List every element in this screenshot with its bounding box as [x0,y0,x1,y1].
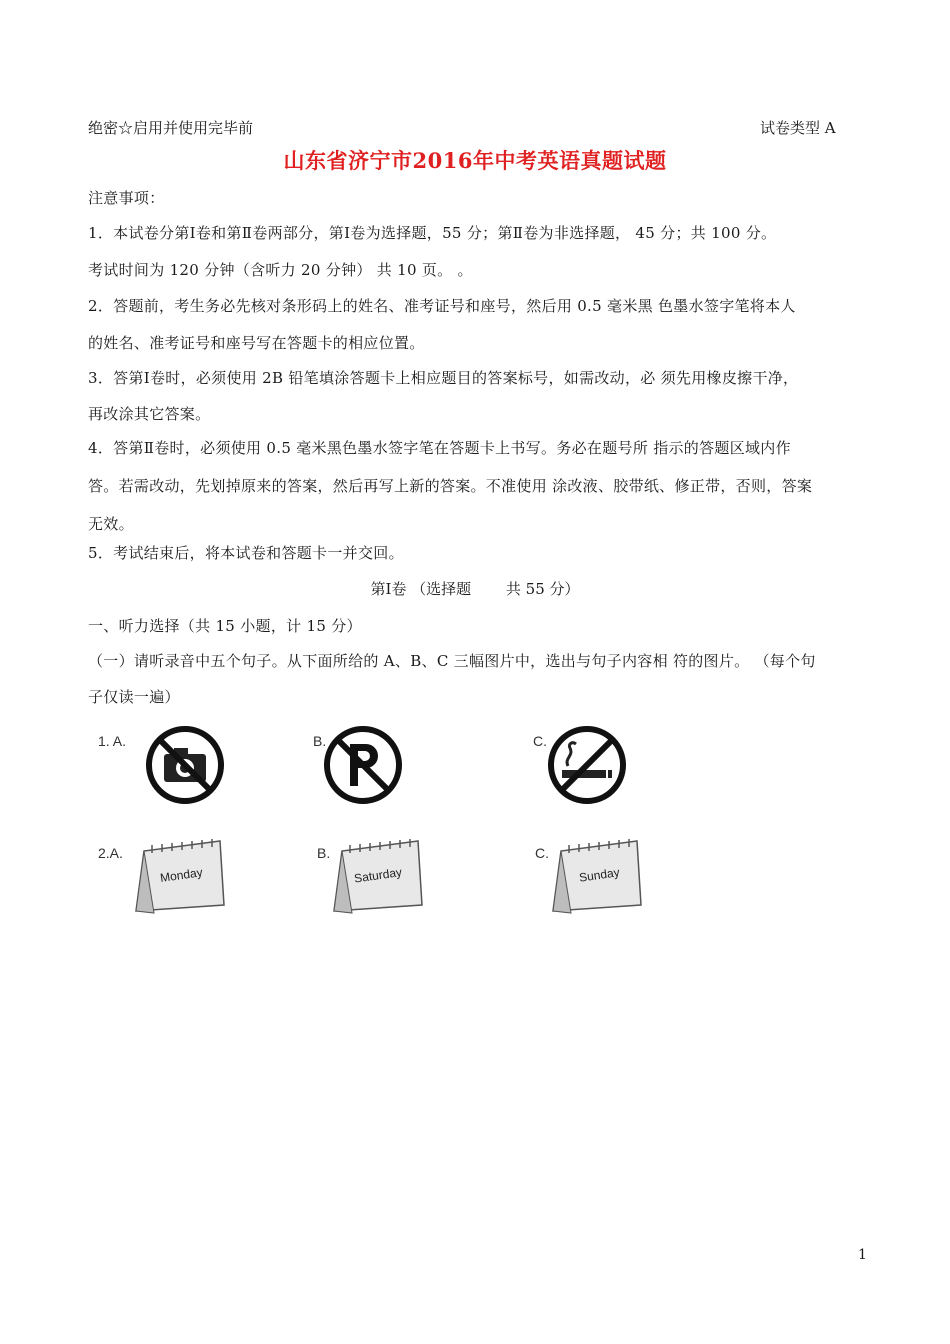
instruction-line: 子仅读一遍） [88,688,180,706]
instruction-line: （一）请听录音中五个句子。从下面所给的 A、B、C 三幅图片中，选出与句子内容相 符的图片。 （每个句 [88,652,816,670]
confidential-label: 绝密☆启用并使用完毕前 [88,119,254,137]
q1-option-b-label: B. [313,733,327,749]
part-one-heading: 一、听力选择（共 15 小题，计 15 分） [88,617,362,635]
note-line: 无效。 [88,515,134,533]
calendar-monday-icon [132,835,228,917]
note-line: 再改涂其它答案。 [88,405,211,423]
no-camera-icon [144,724,226,806]
q2-option-c-label: C. [535,845,549,861]
no-parking-icon [322,724,404,806]
paper-type-label: 试卷类型 A [760,119,836,137]
q1-option-a-label: 1. A. [98,733,127,749]
page-number: 1 [858,1247,867,1263]
exam-title: 山东省济宁市2016年中考英语真题试题 [283,148,667,173]
note-line: 5．考试结束后，将本试卷和答题卡一并交回。 [88,544,404,562]
note-line: 答。若需改动，先划掉原来的答案，然后再写上新的答案。不准使用 涂改液、胶带纸、修正带，否则，答案 [88,477,813,495]
calendar-saturday-icon [330,835,426,917]
calendar-sunday-icon [549,835,645,917]
notes-heading: 注意事项： [88,189,165,207]
note-line: 考试时间为 120 分钟（含听力 20 分钟） 共 10 页。 。 [88,261,473,279]
section-heading: 第Ⅰ卷 （选择题 共 55 分） [370,580,580,598]
calendar-day-label: Saturday [353,865,403,886]
note-line: 4．答第Ⅱ卷时，必须使用 0.5 毫米黑色墨水签字笔在答题卡上书写。务必在题号所 指示的答题区域内作 [88,439,791,457]
calendar-day-label: Monday [159,865,204,885]
note-line: 的姓名、准考证号和座号写在答题卡的相应位置。 [88,334,425,352]
note-line: 3．答第Ⅰ卷时，必须使用 2B 铅笔填涂答题卡上相应题目的答案标号，如需改动，必 须先用橡皮擦干净， [88,369,799,387]
no-smoking-icon [546,724,628,806]
q1-option-c-label: C. [533,733,547,749]
calendar-day-label: Sunday [578,865,621,885]
note-line: 2．答题前，考生务必先核对条形码上的姓名、准考证号和座号，然后用 0.5 毫米黑 色墨水签字笔将本人 [88,297,796,315]
note-line: 1．本试卷分第Ⅰ卷和第Ⅱ卷两部分，第Ⅰ卷为选择题，55 分；第Ⅱ卷为非选择题， 45 分；共 100 分。 [88,224,777,242]
q2-option-b-label: B. [317,845,331,861]
q2-option-a-label: 2.A. [98,845,123,861]
